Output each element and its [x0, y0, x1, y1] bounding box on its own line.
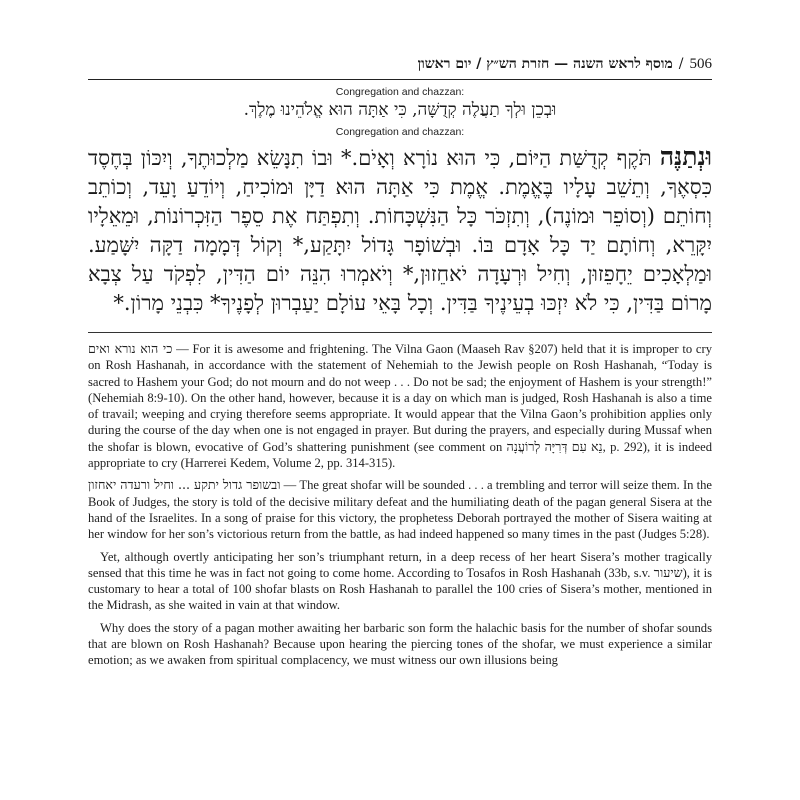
commentary-divider: [88, 332, 712, 333]
running-head-title: מוסף לראש השנה — חזרת הש״ץ / יום ראשון: [417, 56, 673, 72]
commentary-paragraph-3: [88, 549, 712, 614]
commentary-2-lemma: ובשופר גדול יתקע ... וחיל ורעדה יאחזון: [88, 477, 281, 493]
commentary-1-text: — For it is awesome and frightening. The Vilna Gaon (Maaseh Rav §207) held that it is improper to cry on Rosh Hashanah, in accordance with the statement of Nehemiah to the Jewish people on Rosh Hashanah, “Today is sacred to Hashem your God; do not mourn and do not weep . . . Do not be sad; the enjoyment of Hashem is your strength!” (Nehemiah 8:9-10). On the other hand, however, because it is a day on which man is judged, Rosh Hashanah is also a time of travail; weeping and crying therefore seems appropriate. It would appear that the Vilna Gaon’s prohibition applies only during the course of the day when one is not engaged in prayer. But during the prayers, and especially during Mussaf when the shofar is blown, evocative of God’s shattering punishment (see comment on נֵא עִם דְּרִיָּה לְרוֹעֲנָה, p. 292), it is indeed appropriate to cry (Harrerei Kedem, Volume 2, pp. 314-315).: [88, 342, 712, 471]
instruction-congregation-2: Congregation and chazzan:: [335, 126, 465, 138]
page-number: 506: [689, 56, 712, 72]
commentary-2-text: — The great shofar will be sounded . . . a trembling and terror will seize them. In the Book of Judges, the story is told of the decisive military defeat and the humiliating death of the pagan general Sisera at the hand of the Israelites. In a song of praise for this victory, the prophetess Deborah portrayed the mother of Sisera waiting at her window for her son’s victorious return from the battle, as had indeed happened so many times in the past (Judges 5:28).: [88, 478, 712, 542]
prayer-book-page: [88, 40, 712, 780]
commentary-paragraph-2: [88, 477, 712, 542]
main-prayer-text: [88, 142, 712, 318]
commentary-4-text: Why does the story of a pagan mother awaiting her barbaric son form the halachic basis for the number of shofar sounds that are blown on Rosh Hashanah? Because upon hearing the piercing tones of the shofar, we must experience a similar emotion; as we awaken from spiritual complacency, we must witness our own illusions being: [88, 620, 712, 668]
instruction-congregation-1: Congregation and chazzan:: [335, 86, 465, 98]
commentary-paragraph-4: [88, 620, 712, 669]
running-head-separator: /: [678, 56, 684, 72]
prayer-lead-word: וּנְתַנֶּה: [659, 142, 712, 171]
prayer-body: תֹּקֶף קְדֻשַּׁת הַיּוֹם, כִּי הוּא נוֹרָא וְאָיֹם.* וּבוֹ תִנָּשֵׂא מַלְכוּתֶךָ, וְיִכּוֹן בְּחֶסֶד כִּסְאֶךָ, וְתֵשֵׁב עָלָיו בֶּאֱמֶת. אֱמֶת כִּי אַתָּה הוּא דַיָּן וּמוֹכִיחַ, וְיוֹדֵעַ וָעֵד, וְכוֹתֵב וְחוֹתֵם (וְסוֹפֵר וּמוֹנֶה), וְתִזְכֹּר כָּל הַנִּשְׁכָּחוֹת. וְתִפְתַּח אֶת סֵפֶר הַזִּכְרוֹנוֹת, וּמֵאֵלָיו יִקָּרֵא, וְחוֹתָם יַד כָּל אָדָם בּוֹ. וּבְשׁוֹפָר גָּדוֹל יִתָּקַע,* וְקוֹל דְּמָמָה דַקָּה יִשָּׁמַע. וּמַלְאָכִים יֵחָפֵזוּן, וְחִיל וּרְעָדָה יֹאחֵזוּן,* וְיֹאמְרוּ הִנֵּה יוֹם הַדִּין, לִפְקֹד עַל צְבָא מָרוֹם בַּדִּין, כִּי לֹא יִזְכּוּ בְעֵינֶיךָ בַּדִּין. וְכָל בָּאֵי עוֹלָם יַעַבְרוּן לְפָנֶיךָ* כִּבְנֵי מָרוֹן.*: [88, 146, 712, 315]
commentary-1-lemma: כי הוא נורא ואים: [88, 341, 173, 356]
commentary-3-text: Yet, although overtly anticipating her son’s triumphant return, in a deep recess of her heart Sisera’s mother tragically sensed that this time he was in fact not going to come home. According to Tosafos in Rosh Hashanah (33b, s.v. שיעור), it is customary to hear a total of 100 shofar blasts on Rosh Hashanah to parallel the 100 cries of Sisera’s mother, mentioned in the Midrash, as she waited in vain at that window.: [88, 549, 712, 613]
commentary-paragraph-1: [88, 341, 712, 471]
hebrew-intro-line: וּבְכֵן וּלְךָ תַעֲלֶה קְדֻשָּׁה, כִּי אַתָּה הוּא אֱלֹהֵינוּ מֶלֶךְ.: [243, 100, 557, 120]
running-head: [88, 40, 712, 80]
